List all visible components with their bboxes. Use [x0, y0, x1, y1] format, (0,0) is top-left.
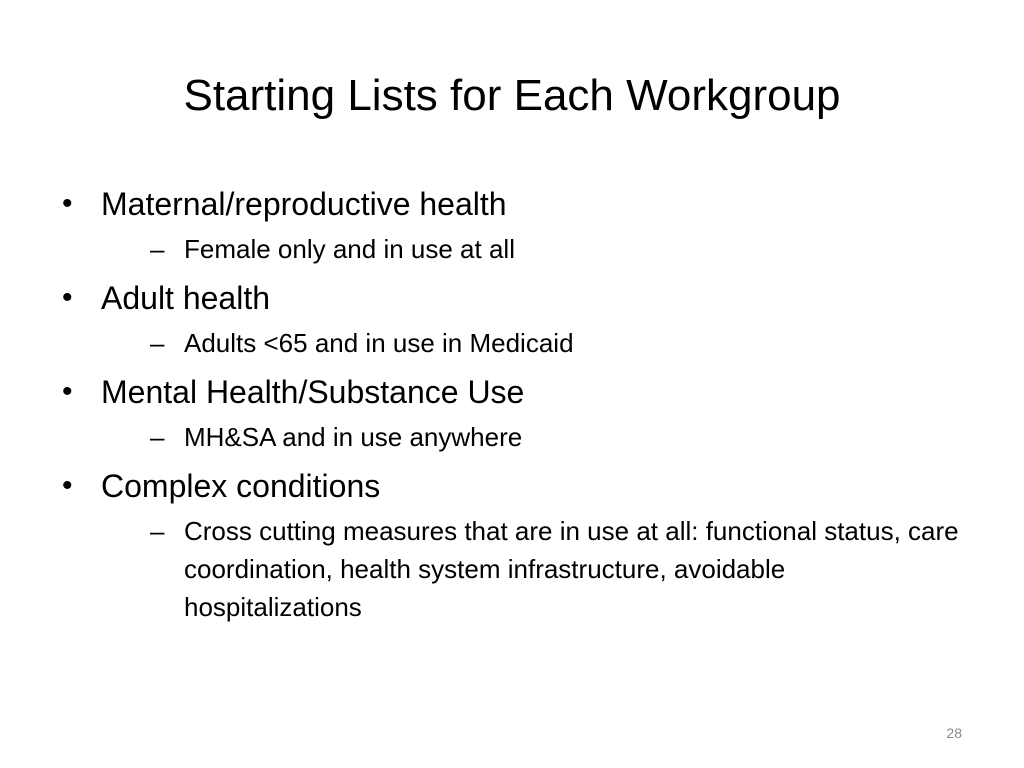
bullet-list: [62, 182, 962, 626]
bullet-icon: •: [62, 375, 73, 408]
sub-item: [101, 512, 962, 626]
dash-icon: –: [150, 422, 165, 452]
bullet-text: Maternal/reproductive health: [101, 186, 507, 222]
sub-list: [101, 230, 962, 268]
page-number: 28: [946, 725, 962, 741]
bullet-text: Mental Health/Substance Use: [101, 374, 525, 410]
bullet-text: Adult health: [101, 280, 271, 316]
sub-item-text: Cross cutting measures that are in use at all: functional status, care coordination, health system infrastructure, avoidable hospitalizations: [184, 516, 959, 622]
sub-item-text: Adults <65 and in use in Medicaid: [184, 328, 574, 358]
bullet-item-complex-conditions: [62, 464, 962, 626]
bullet-icon: •: [62, 187, 73, 220]
dash-icon: –: [150, 234, 165, 264]
sub-list: [101, 324, 962, 362]
sub-item-text: Female only and in use at all: [184, 234, 515, 264]
bullet-text: Complex conditions: [101, 468, 381, 504]
sub-list: [101, 512, 962, 626]
sub-list: [101, 418, 962, 456]
dash-icon: –: [150, 328, 165, 358]
slide-title: Starting Lists for Each Workgroup: [183, 71, 841, 120]
bullet-icon: •: [62, 281, 73, 314]
dash-icon: –: [150, 516, 165, 546]
bullet-item-maternal-health: [62, 182, 962, 268]
sub-item: [101, 324, 962, 362]
sub-item-text: MH&SA and in use anywhere: [184, 422, 523, 452]
bullet-icon: •: [62, 469, 73, 502]
bullet-item-mental-health: [62, 370, 962, 456]
bullet-item-adult-health: [62, 276, 962, 362]
sub-item: [101, 418, 962, 456]
sub-item: [101, 230, 962, 268]
